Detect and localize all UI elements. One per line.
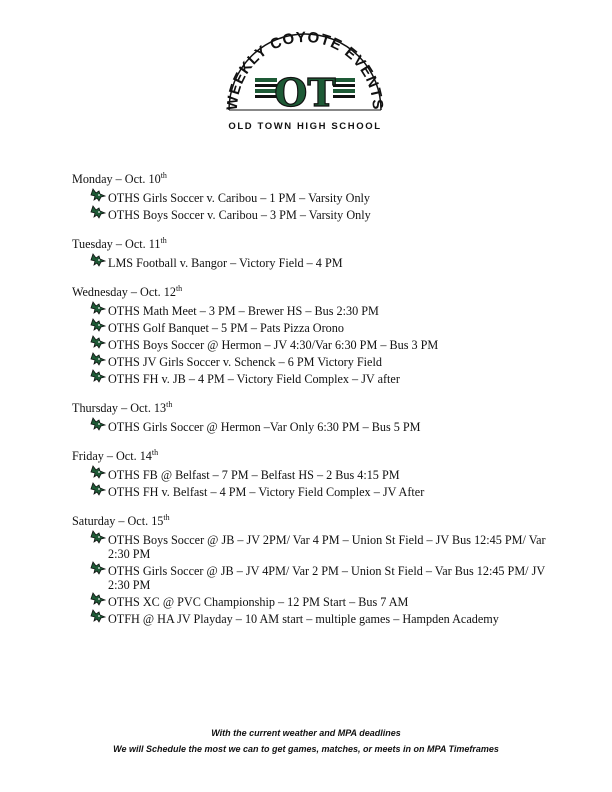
event-item — [72, 355, 552, 369]
coyote-head-icon — [90, 252, 106, 268]
day-block — [72, 170, 552, 222]
day-heading — [72, 235, 552, 253]
day-block — [72, 235, 552, 270]
day-block — [72, 512, 552, 626]
event-text: OTHS JV Girls Soccer v. Schenck – 6 PM Victory Field — [108, 355, 382, 369]
event-item — [72, 191, 552, 205]
event-item — [72, 612, 552, 626]
event-item — [72, 468, 552, 482]
coyote-head-icon — [90, 334, 106, 350]
coyote-head-icon — [90, 591, 106, 607]
event-text: OTHS FB @ Belfast – 7 PM – Belfast HS – 2 Bus 4:15 PM — [108, 468, 400, 482]
event-item — [72, 338, 552, 352]
coyote-head-icon — [90, 464, 106, 480]
day-heading-suffix: th — [151, 447, 159, 457]
day-heading — [72, 399, 552, 417]
event-text: OTHS XC @ PVC Championship – 12 PM Start – Bus 7 AM — [108, 595, 409, 609]
day-heading-suffix: th — [160, 170, 167, 180]
coyote-head-icon — [90, 416, 106, 432]
logo-emblem — [215, 18, 395, 118]
logo-school-name: OLD TOWN HIGH SCHOOL — [228, 121, 382, 132]
day-block — [72, 283, 552, 386]
day-block — [72, 447, 552, 499]
event-item — [72, 595, 552, 609]
coyote-head-icon — [90, 481, 106, 497]
event-item — [72, 372, 552, 386]
day-block — [72, 399, 552, 434]
coyote-head-icon — [90, 317, 106, 333]
day-heading — [72, 512, 552, 530]
logo-arc-text: WEEKLY COYOTE EVENTS — [223, 28, 387, 112]
event-item — [72, 321, 552, 335]
event-text: OTHS Girls Soccer @ JB – JV 4PM/ Var 2 PM – Union St Field – Var Bus 12:45 PM/ JV 2:30 PM — [108, 564, 545, 592]
event-item — [72, 485, 552, 499]
day-heading — [72, 283, 552, 301]
event-item — [72, 208, 552, 222]
day-heading — [72, 447, 552, 465]
event-text: OTHS Boys Soccer @ Hermon – JV 4:30/Var 6:30 PM – Bus 3 PM — [108, 338, 439, 352]
coyote-head-icon — [90, 187, 106, 203]
day-heading-suffix: th — [160, 235, 167, 245]
day-heading-suffix: th — [163, 512, 170, 522]
footer-note — [0, 725, 612, 757]
coyote-head-icon — [90, 204, 106, 220]
event-item — [72, 533, 552, 561]
coyote-head-icon — [90, 608, 106, 624]
event-text: OTHS Golf Banquet – 5 PM – Pats Pizza Orono — [108, 321, 344, 335]
event-text: OTHS Girls Soccer v. Caribou – 1 PM – Varsity Only — [108, 191, 371, 205]
event-item — [72, 304, 552, 318]
coyote-head-icon — [90, 368, 106, 384]
event-text: OTHS Math Meet – 3 PM – Brewer HS – Bus 2:30 PM — [108, 304, 379, 318]
coyote-head-icon — [90, 560, 106, 576]
coyote-head-icon — [90, 351, 106, 367]
event-text: OTFH @ HA JV Playday – 10 AM start – multiple games – Hampden Academy — [108, 612, 499, 626]
day-heading — [72, 170, 552, 188]
event-text: OTHS Boys Soccer v. Caribou – 3 PM – Varsity Only — [108, 208, 371, 222]
event-item — [72, 420, 552, 434]
event-item — [72, 256, 552, 270]
coyote-head-icon — [90, 529, 106, 545]
day-heading-text: Monday – Oct. 10 — [72, 172, 161, 186]
footer-line-1: With the current weather and MPA deadlines — [211, 728, 401, 738]
day-heading-text: Saturday – Oct. 15 — [72, 514, 164, 528]
school-logo — [215, 18, 395, 138]
day-heading-text: Wednesday – Oct. 12 — [72, 285, 176, 299]
day-heading-text: Thursday – Oct. 13 — [72, 401, 167, 415]
day-heading-suffix: th — [166, 399, 173, 409]
event-text: OTHS Girls Soccer @ Hermon –Var Only 6:30 PM – Bus 5 PM — [108, 420, 421, 434]
day-heading-suffix: th — [175, 283, 183, 293]
day-heading-text: Tuesday – Oct. 11 — [72, 237, 161, 251]
event-text: OTHS Boys Soccer @ JB – JV 2PM/ Var 4 PM – Union St Field – JV Bus 12:45 PM/ Var 2:30 PM — [108, 533, 546, 561]
event-text: LMS Football v. Bangor – Victory Field – 4 PM — [108, 256, 343, 270]
logo-monogram: OT — [274, 70, 336, 115]
event-text: OTHS FH v. Belfast – 4 PM – Victory Field Complex – JV After — [108, 485, 425, 499]
day-heading-text: Friday – Oct. 14 — [72, 449, 152, 463]
event-schedule — [72, 170, 552, 639]
footer-line-2: We will Schedule the most we can to get games, matches, or meets in on MPA Timeframes — [113, 744, 499, 754]
coyote-head-icon — [90, 300, 106, 316]
event-text: OTHS FH v. JB – 4 PM – Victory Field Complex – JV after — [108, 372, 400, 386]
event-item — [72, 564, 552, 592]
